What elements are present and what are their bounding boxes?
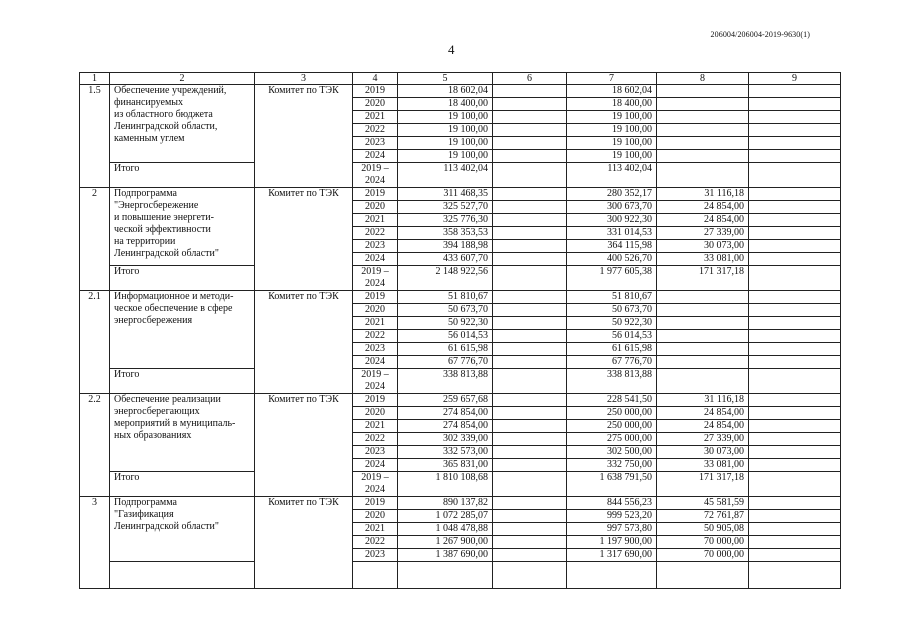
total-amount: 18 400,00 xyxy=(398,98,493,111)
column-header: 8 xyxy=(657,73,749,85)
executor: Комитет по ТЭК xyxy=(255,291,353,394)
total-amount: 274 854,00 xyxy=(398,420,493,433)
regional-amount: 228 541,50 xyxy=(567,394,657,407)
federal-amount xyxy=(493,227,567,240)
year-cell: 2020 xyxy=(353,304,398,317)
blank-cell xyxy=(749,562,841,589)
total-amount: 19 100,00 xyxy=(398,137,493,150)
federal-amount xyxy=(493,163,567,188)
federal-amount xyxy=(493,369,567,394)
total-amount: 332 573,00 xyxy=(398,446,493,459)
other-amount xyxy=(749,124,841,137)
regional-amount: 56 014,53 xyxy=(567,330,657,343)
local-amount: 30 073,00 xyxy=(657,240,749,253)
regional-amount: 844 556,23 xyxy=(567,497,657,510)
blank-cell xyxy=(353,562,398,589)
item-name: Подпрограмма "Энергосбережение и повышение энергети- ческой эффективности на территории Ленинградской области" xyxy=(110,188,255,266)
other-amount xyxy=(749,240,841,253)
other-amount xyxy=(749,394,841,407)
total-amount: 325 527,70 xyxy=(398,201,493,214)
item-number: 2 xyxy=(80,188,110,291)
column-header: 5 xyxy=(398,73,493,85)
total-amount: 274 854,00 xyxy=(398,407,493,420)
total-amount: 1 072 285,07 xyxy=(398,510,493,523)
other-amount xyxy=(749,214,841,227)
other-amount xyxy=(749,433,841,446)
federal-amount xyxy=(493,394,567,407)
total-amount: 311 468,35 xyxy=(398,188,493,201)
total-amount: 2 148 922,56 xyxy=(398,266,493,291)
federal-amount xyxy=(493,266,567,291)
column-number-row xyxy=(80,73,841,85)
federal-amount xyxy=(493,407,567,420)
regional-amount: 19 100,00 xyxy=(567,111,657,124)
other-amount xyxy=(749,472,841,497)
local-amount: 27 339,00 xyxy=(657,433,749,446)
local-amount: 70 000,00 xyxy=(657,536,749,549)
other-amount xyxy=(749,201,841,214)
total-amount: 19 100,00 xyxy=(398,150,493,163)
regional-amount: 250 000,00 xyxy=(567,407,657,420)
regional-amount: 300 673,70 xyxy=(567,201,657,214)
table-row xyxy=(80,188,841,201)
year-cell: 2020 xyxy=(353,510,398,523)
total-amount: 61 615,98 xyxy=(398,343,493,356)
local-amount xyxy=(657,111,749,124)
federal-amount xyxy=(493,253,567,266)
total-row xyxy=(80,163,841,188)
federal-amount xyxy=(493,85,567,98)
year-cell: 2021 xyxy=(353,214,398,227)
federal-amount xyxy=(493,343,567,356)
other-amount xyxy=(749,356,841,369)
total-period: 2019 – 2024 xyxy=(353,369,398,394)
regional-amount: 1 638 791,50 xyxy=(567,472,657,497)
regional-amount: 997 573,80 xyxy=(567,523,657,536)
regional-amount: 19 100,00 xyxy=(567,137,657,150)
local-amount: 24 854,00 xyxy=(657,407,749,420)
other-amount xyxy=(749,497,841,510)
regional-amount: 275 000,00 xyxy=(567,433,657,446)
total-amount: 19 100,00 xyxy=(398,124,493,137)
item-number: 2.2 xyxy=(80,394,110,497)
federal-amount xyxy=(493,98,567,111)
other-amount xyxy=(749,536,841,549)
table-row xyxy=(80,394,841,407)
item-number: 1.5 xyxy=(80,85,110,188)
total-amount: 19 100,00 xyxy=(398,111,493,124)
other-amount xyxy=(749,510,841,523)
other-amount xyxy=(749,304,841,317)
item-name: Подпрограмма "Газификация Ленинградской области" xyxy=(110,497,255,562)
other-amount xyxy=(749,98,841,111)
total-row xyxy=(80,266,841,291)
column-header: 4 xyxy=(353,73,398,85)
executor: Комитет по ТЭК xyxy=(255,188,353,291)
total-label: Итого xyxy=(110,266,255,291)
local-amount xyxy=(657,317,749,330)
local-amount xyxy=(657,291,749,304)
year-cell: 2023 xyxy=(353,343,398,356)
federal-amount xyxy=(493,446,567,459)
year-cell: 2020 xyxy=(353,98,398,111)
local-amount: 30 073,00 xyxy=(657,446,749,459)
regional-amount: 302 500,00 xyxy=(567,446,657,459)
column-header: 9 xyxy=(749,73,841,85)
year-cell: 2023 xyxy=(353,240,398,253)
item-name: Обеспечение учреждений, финансируемых из областного бюджета Ленинградской области, каменным углем xyxy=(110,85,255,163)
other-amount xyxy=(749,317,841,330)
other-amount xyxy=(749,407,841,420)
federal-amount xyxy=(493,433,567,446)
regional-amount: 364 115,98 xyxy=(567,240,657,253)
federal-amount xyxy=(493,523,567,536)
year-cell: 2024 xyxy=(353,459,398,472)
federal-amount xyxy=(493,304,567,317)
local-amount: 171 317,18 xyxy=(657,266,749,291)
total-amount: 67 776,70 xyxy=(398,356,493,369)
column-header: 6 xyxy=(493,73,567,85)
year-cell: 2023 xyxy=(353,446,398,459)
table-row xyxy=(80,291,841,304)
federal-amount xyxy=(493,510,567,523)
year-cell: 2019 xyxy=(353,394,398,407)
local-amount: 72 761,87 xyxy=(657,510,749,523)
local-amount: 24 854,00 xyxy=(657,214,749,227)
other-amount xyxy=(749,343,841,356)
local-amount: 50 905,08 xyxy=(657,523,749,536)
federal-amount xyxy=(493,188,567,201)
blank-cell xyxy=(110,562,255,589)
federal-amount xyxy=(493,137,567,150)
other-amount xyxy=(749,330,841,343)
regional-amount: 67 776,70 xyxy=(567,356,657,369)
year-cell: 2022 xyxy=(353,536,398,549)
total-amount: 325 776,30 xyxy=(398,214,493,227)
federal-amount xyxy=(493,549,567,562)
item-name: Информационное и методи- ческое обеспечение в сфере энергосбережения xyxy=(110,291,255,369)
local-amount: 27 339,00 xyxy=(657,227,749,240)
regional-amount: 113 402,04 xyxy=(567,163,657,188)
year-cell: 2020 xyxy=(353,407,398,420)
regional-amount: 19 100,00 xyxy=(567,124,657,137)
year-cell: 2023 xyxy=(353,549,398,562)
total-amount: 50 673,70 xyxy=(398,304,493,317)
local-amount: 45 581,59 xyxy=(657,497,749,510)
regional-amount: 19 100,00 xyxy=(567,150,657,163)
other-amount xyxy=(749,85,841,98)
local-amount xyxy=(657,124,749,137)
regional-amount: 50 922,30 xyxy=(567,317,657,330)
local-amount xyxy=(657,137,749,150)
total-amount: 56 014,53 xyxy=(398,330,493,343)
other-amount xyxy=(749,523,841,536)
local-amount: 31 116,18 xyxy=(657,188,749,201)
blank-cell xyxy=(493,562,567,589)
total-amount: 302 339,00 xyxy=(398,433,493,446)
local-amount xyxy=(657,85,749,98)
total-amount: 259 657,68 xyxy=(398,394,493,407)
local-amount: 24 854,00 xyxy=(657,420,749,433)
column-header: 2 xyxy=(110,73,255,85)
regional-amount: 18 400,00 xyxy=(567,98,657,111)
federal-amount xyxy=(493,111,567,124)
other-amount xyxy=(749,549,841,562)
executor: Комитет по ТЭК xyxy=(255,394,353,497)
blank-cell xyxy=(567,562,657,589)
other-amount xyxy=(749,111,841,124)
regional-amount: 50 673,70 xyxy=(567,304,657,317)
total-period: 2019 – 2024 xyxy=(353,163,398,188)
federal-amount xyxy=(493,291,567,304)
total-period: 2019 – 2024 xyxy=(353,266,398,291)
federal-amount xyxy=(493,124,567,137)
regional-amount: 332 750,00 xyxy=(567,459,657,472)
federal-amount xyxy=(493,317,567,330)
regional-amount: 300 922,30 xyxy=(567,214,657,227)
year-cell: 2024 xyxy=(353,356,398,369)
column-header: 3 xyxy=(255,73,353,85)
total-amount: 1 810 108,68 xyxy=(398,472,493,497)
local-amount: 70 000,00 xyxy=(657,549,749,562)
total-amount: 365 831,00 xyxy=(398,459,493,472)
year-cell: 2024 xyxy=(353,253,398,266)
regional-amount: 400 526,70 xyxy=(567,253,657,266)
year-cell: 2022 xyxy=(353,124,398,137)
regional-amount: 280 352,17 xyxy=(567,188,657,201)
year-cell: 2021 xyxy=(353,111,398,124)
year-cell: 2019 xyxy=(353,497,398,510)
year-cell: 2019 xyxy=(353,291,398,304)
regional-amount: 18 602,04 xyxy=(567,85,657,98)
item-number: 3 xyxy=(80,497,110,589)
year-cell: 2022 xyxy=(353,227,398,240)
regional-amount: 999 523,20 xyxy=(567,510,657,523)
other-amount xyxy=(749,150,841,163)
federal-amount xyxy=(493,459,567,472)
federal-amount xyxy=(493,536,567,549)
regional-amount: 51 810,67 xyxy=(567,291,657,304)
regional-amount: 338 813,88 xyxy=(567,369,657,394)
total-amount: 113 402,04 xyxy=(398,163,493,188)
regional-amount: 331 014,53 xyxy=(567,227,657,240)
regional-amount: 1 977 605,38 xyxy=(567,266,657,291)
total-amount: 51 810,67 xyxy=(398,291,493,304)
year-cell: 2022 xyxy=(353,433,398,446)
local-amount xyxy=(657,304,749,317)
other-amount xyxy=(749,253,841,266)
other-amount xyxy=(749,420,841,433)
year-cell: 2019 xyxy=(353,85,398,98)
total-label: Итого xyxy=(110,369,255,394)
regional-amount: 61 615,98 xyxy=(567,343,657,356)
regional-amount: 1 197 900,00 xyxy=(567,536,657,549)
table-row xyxy=(80,85,841,98)
blank-cell xyxy=(657,562,749,589)
column-header: 1 xyxy=(80,73,110,85)
federal-amount xyxy=(493,201,567,214)
federal-amount xyxy=(493,150,567,163)
item-name: Обеспечение реализации энергосберегающих мероприятий в муниципаль- ных образованиях xyxy=(110,394,255,472)
total-row xyxy=(80,472,841,497)
other-amount xyxy=(749,459,841,472)
local-amount: 31 116,18 xyxy=(657,394,749,407)
year-cell: 2024 xyxy=(353,150,398,163)
federal-amount xyxy=(493,214,567,227)
federal-amount xyxy=(493,472,567,497)
federal-amount xyxy=(493,356,567,369)
other-amount xyxy=(749,227,841,240)
regional-amount: 1 317 690,00 xyxy=(567,549,657,562)
local-amount xyxy=(657,356,749,369)
total-amount: 1 267 900,00 xyxy=(398,536,493,549)
other-amount xyxy=(749,446,841,459)
other-amount xyxy=(749,266,841,291)
page-number: 4 xyxy=(448,42,455,57)
other-amount xyxy=(749,163,841,188)
column-header: 7 xyxy=(567,73,657,85)
total-amount: 1 048 478,88 xyxy=(398,523,493,536)
local-amount: 171 317,18 xyxy=(657,472,749,497)
total-amount: 358 353,53 xyxy=(398,227,493,240)
year-cell: 2022 xyxy=(353,330,398,343)
local-amount xyxy=(657,343,749,356)
year-cell: 2021 xyxy=(353,317,398,330)
other-amount xyxy=(749,188,841,201)
total-amount: 338 813,88 xyxy=(398,369,493,394)
federal-amount xyxy=(493,240,567,253)
local-amount xyxy=(657,369,749,394)
table-body xyxy=(80,85,841,589)
table-row xyxy=(80,497,841,510)
other-amount xyxy=(749,137,841,150)
federal-amount xyxy=(493,497,567,510)
federal-amount xyxy=(493,420,567,433)
executor: Комитет по ТЭК xyxy=(255,85,353,188)
budget-table xyxy=(79,72,841,589)
other-amount xyxy=(749,291,841,304)
total-label: Итого xyxy=(110,163,255,188)
year-cell: 2019 xyxy=(353,188,398,201)
total-row xyxy=(80,369,841,394)
total-amount: 890 137,82 xyxy=(398,497,493,510)
total-amount: 18 602,04 xyxy=(398,85,493,98)
document-id: 206004/206004-2019-9630(1) xyxy=(710,30,810,39)
continuation-row xyxy=(80,562,841,589)
year-cell: 2021 xyxy=(353,420,398,433)
total-amount: 394 188,98 xyxy=(398,240,493,253)
regional-amount: 250 000,00 xyxy=(567,420,657,433)
item-number: 2.1 xyxy=(80,291,110,394)
total-label: Итого xyxy=(110,472,255,497)
local-amount: 24 854,00 xyxy=(657,201,749,214)
local-amount xyxy=(657,150,749,163)
other-amount xyxy=(749,369,841,394)
local-amount: 33 081,00 xyxy=(657,253,749,266)
year-cell: 2023 xyxy=(353,137,398,150)
total-amount: 50 922,30 xyxy=(398,317,493,330)
total-period: 2019 – 2024 xyxy=(353,472,398,497)
year-cell: 2021 xyxy=(353,523,398,536)
blank-cell xyxy=(398,562,493,589)
executor: Комитет по ТЭК xyxy=(255,497,353,589)
total-amount: 1 387 690,00 xyxy=(398,549,493,562)
total-amount: 433 607,70 xyxy=(398,253,493,266)
year-cell: 2020 xyxy=(353,201,398,214)
local-amount xyxy=(657,330,749,343)
federal-amount xyxy=(493,330,567,343)
local-amount xyxy=(657,163,749,188)
local-amount xyxy=(657,98,749,111)
local-amount: 33 081,00 xyxy=(657,459,749,472)
